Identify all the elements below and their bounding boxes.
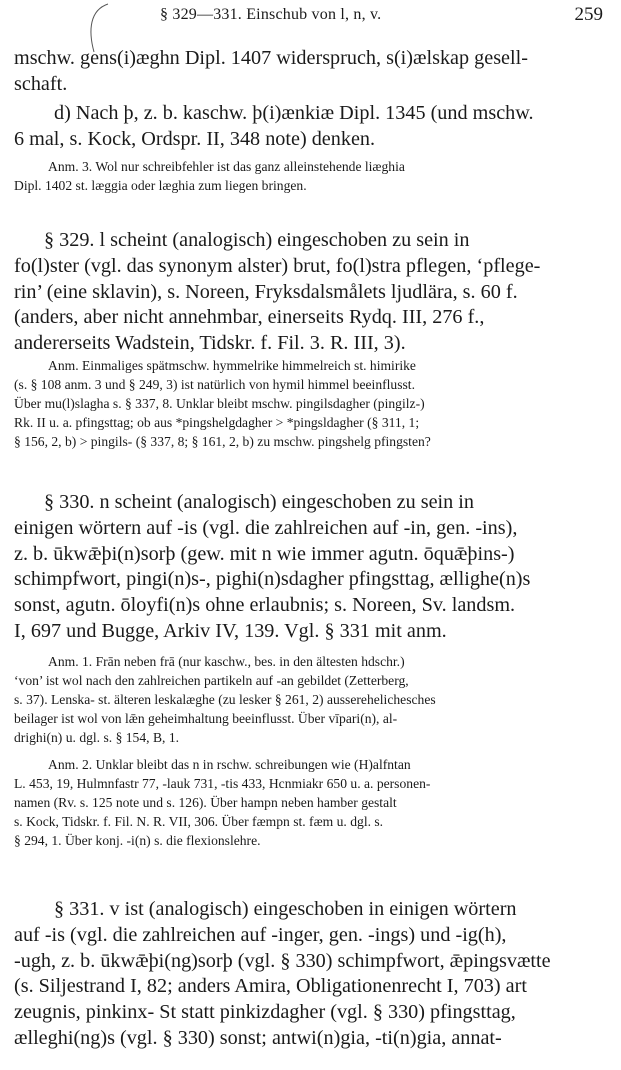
- text-line: schimpfwort, pingi(n)s-, pighi(n)sdagher pfingsttag, ællighe(n)s: [14, 568, 531, 591]
- text-line: ‘von’ ist wol nach den zahlreichen partikeln auf -an gebildet (Zetterberg,: [14, 673, 409, 689]
- text-line: mschw. gens(i)æghn Dipl. 1407 widerspruch, s(i)ælskap gesell-: [14, 47, 528, 69]
- text-line: Anm. 2. Unklar bleibt das n in rschw. schreibungen wie (H)alfntan: [48, 757, 411, 772]
- running-title: § 329—331. Einschub von l, n, v.: [160, 6, 382, 23]
- section-heading-line: § 329. l scheint (analogisch) eingeschoben zu sein in: [44, 229, 470, 251]
- section-329: [14, 228, 604, 357]
- section-331: [14, 897, 604, 1052]
- text-line: schaft.: [14, 72, 68, 95]
- section-330-anm2: [14, 755, 604, 850]
- anm-3: [14, 157, 604, 195]
- text-line: § 156, 2, b) > pingils- (§ 337, 8; § 161, 2, b) zu mschw. pingshelg pfingsten?: [14, 434, 431, 450]
- text-line: auf -is (vgl. die zahlreichen auf -inger, gen. -ings) und -ig(h),: [14, 923, 507, 946]
- text-line: rin’ (eine sklavin), s. Noreen, Fryksdalsmålets ljudlära, s. 60 f.: [14, 280, 518, 303]
- text-line: I, 697 und Bugge, Arkiv IV, 139. Vgl. § 331 mit anm.: [14, 619, 447, 642]
- text-line: z. b. ūkwǣþi(n)sorþ (gew. mit n wie immer agutn. ōquǣþins-): [14, 542, 515, 565]
- text-line: L. 453, 19, Hulmnfastr 77, -lauk 731, -tis 433, Hcnmiakr 650 u. a. personen-: [14, 776, 431, 792]
- text-line: sonst, agutn. ōloyfi(n)s ohne erlaubnis; s. Noreen, Sv. landsm.: [14, 594, 516, 617]
- text-line: d) Nach þ, z. b. kaschw. þ(i)ænkiæ Dipl. 1345 (und mschw.: [54, 102, 534, 124]
- text-line: (s. § 108 anm. 3 und § 249, 3) ist natürlich von hymil himmel beeinflusst.: [14, 377, 415, 393]
- section-heading-line: § 331. v ist (analogisch) eingeschoben in einigen wörtern: [54, 898, 517, 920]
- intro-paragraph: [14, 46, 604, 98]
- text-line: s. Kock, Tidskr. f. Fil. N. R. VII, 306. Über fæmpn st. fæm u. dgl. s.: [14, 814, 384, 830]
- para-d: [14, 101, 604, 153]
- text-line: s. 37). Lenska- st. älteren leskalæghe (zu lesker § 261, 2) ausserehelichesches: [14, 692, 436, 708]
- text-line: Rk. II u. a. pfingsttag; ob aus *pingshelgdagher > *pingsldagher (§ 311, 1;: [14, 415, 420, 431]
- text-line: (s. Siljestrand I, 82; anders Amira, Obligationenrecht I, 703) art: [14, 975, 527, 998]
- text-line: -ugh, z. b. ūkwǣþi(ng)sorþ (vgl. § 330) schimpfwort, ǣpingsvætte: [14, 949, 551, 972]
- section-330: [14, 490, 604, 645]
- text-line: namen (Rv. s. 125 note und s. 126). Über hampn neben hamber gestalt: [14, 795, 397, 811]
- section-330-anm1: [14, 652, 604, 747]
- page-number: 259: [574, 4, 603, 25]
- text-line: einigen wörtern auf -is (vgl. die zahlreichen auf -in, gen. -ins),: [14, 516, 518, 539]
- section-329-anm: [14, 356, 604, 451]
- text-line: Anm. 1. Frān neben frā (nur kaschw., bes. in den ältesten hdschr.): [48, 654, 405, 669]
- text-line: 6 mal, s. Kock, Ordspr. II, 348 note) denken.: [14, 127, 376, 150]
- text-line: Anm. Einmaliges spätmschw. hymmelrike himmelreich st. himirike: [48, 358, 416, 373]
- text-line: Über mu(l)slagha s. § 337, 8. Unklar bleibt mschw. pingilsdagher (pingilz-): [14, 396, 425, 412]
- text-line: andererseits Wadstein, Tidskr. f. Fil. 3. R. III, 3).: [14, 332, 406, 355]
- text-line: § 294, 1. Über konj. -i(n) s. die flexionslehre.: [14, 833, 261, 849]
- text-line: Dipl. 1402 st. læggia oder læghia zum liegen bringen.: [14, 178, 307, 194]
- text-line: drighi(n) u. dgl. s. § 154, B, 1.: [14, 730, 180, 746]
- section-heading-line: § 330. n scheint (analogisch) eingeschoben zu sein in: [44, 491, 474, 513]
- text-line: (anders, aber nicht annehmbar, einerseits Rydq. III, 276 f.,: [14, 306, 485, 329]
- text-line: zeugnis, pinkinx- St statt pinkizdagher (vgl. § 330) pfingsttag,: [14, 1001, 516, 1024]
- text-line: ælleghi(ng)s (vgl. § 330) sonst; antwi(n)gia, -ti(n)gia, annat-: [14, 1026, 502, 1049]
- text-line: Anm. 3. Wol nur schreibfehler ist das ganz alleinstehende liæghia: [48, 159, 405, 174]
- text-line: fo(l)ster (vgl. das synonym alster) brut, fo(l)stra pflegen, ‘pflege-: [14, 254, 541, 277]
- text-line: beilager ist wol von lǣn geheimhaltung beeinflusst. Über vīpari(n), al-: [14, 711, 398, 727]
